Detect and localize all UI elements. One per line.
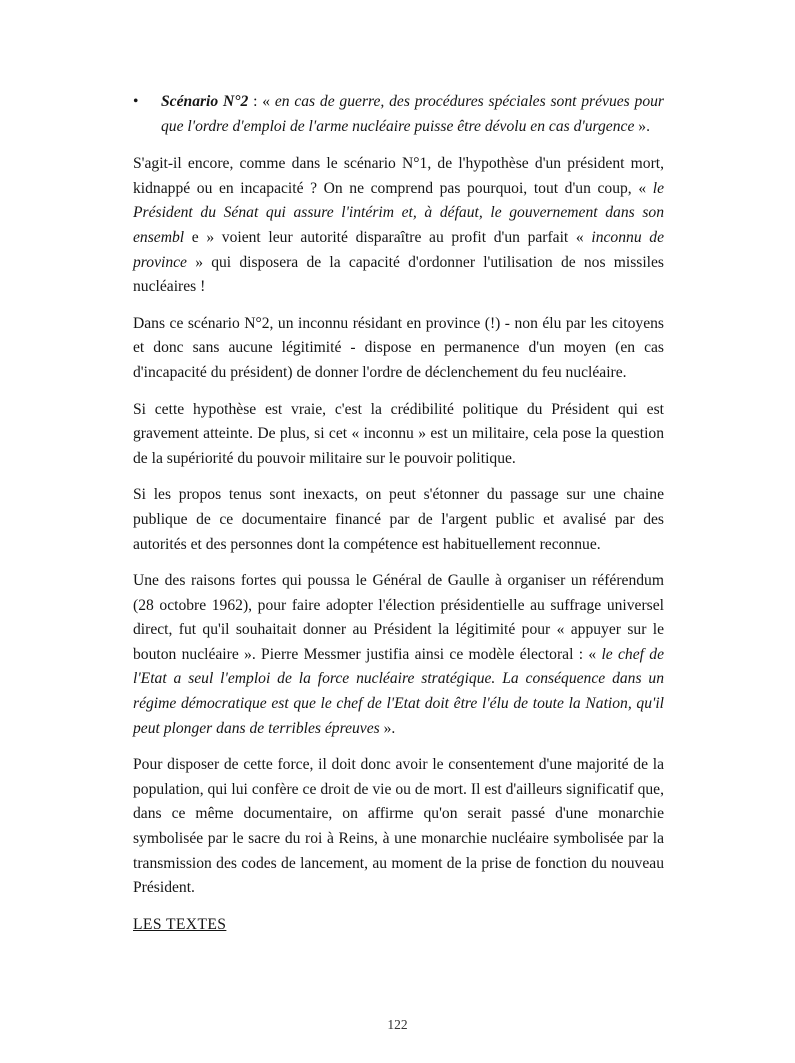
section-heading: LES TEXTES [133, 915, 227, 933]
paragraph [133, 753, 664, 901]
text-segment: ». [379, 719, 396, 737]
text-segment: Si cette hypothèse est vraie, c'est la crédibilité politique du Président qui est gravement atteinte. De plus, si cet « inconnu » est un militaire, cela pose la question de la supériorité du pouvoir militaire sur le pouvoir politique. [133, 400, 664, 467]
paragraph [133, 483, 664, 557]
text-segment: Si les propos tenus sont inexacts, on peut s'étonner du passage sur une chaine publique de ce documentaire financé par de l'argent public et avalisé par des autorités et des personnes dont la compétence est habituellement reconnue. [133, 486, 664, 553]
text-segment: le chef de l'Etat a seul l'emploi de la force nucléaire stratégique. La conséquence dans un régime démocratique est que le chef de l'Etat doit être l'élu de toute la Nation, qu'il peut plonger dans de terribles épreuves [133, 645, 664, 737]
paragraph [133, 569, 664, 741]
text-segment: le Président du Sénat qui assure l'intérim et, à défaut, le gouvernement dans son ensembl [133, 179, 664, 246]
text-segment: en cas de guerre, des procédures spéciales sont prévues pour que l'ordre d'emploi de l'arme nucléaire puisse être dévolu en cas d'urgence [161, 93, 664, 135]
text-segment: » qui disposera de la capacité d'ordonner l'utilisation de nos missiles nucléaires ! [133, 253, 664, 296]
paragraphs [133, 152, 664, 901]
text-segment: Une des raisons fortes qui poussa le Général de Gaulle à organiser un référendum (28 octobre 1962), pour faire adopter l'élection présidentielle au suffrage universel direct, fut qu'il souhaitait donner au Président la légitimité pour « appuyer sur le bouton nucléaire ». Pierre Messmer justifia ainsi ce modèle électoral : « [133, 572, 664, 663]
paragraph [133, 398, 664, 472]
text-segment: Pour disposer de cette force, il doit donc avoir le consentement d'une majorité de la population, qui lui confère ce droit de vie ou de mort. Il est d'ailleurs significatif que, dans ce même documentaire, on affirme qu'on serait passé d'une monarchie symbolisée par le sacre du roi à Reins, à une monarchie nucléaire symbolisée par la transmission des codes de lancement, au moment de la prise de fonction du nouveau Président. [133, 756, 664, 897]
paragraph [133, 152, 664, 300]
bullet-text [161, 90, 664, 139]
text-segment: S'agit-il encore, comme dans le scénario N°1, de l'hypothèse d'un président mort, kidnappé ou en incapacité ? On ne comprend pas pourquoi, tout d'un coup, « [133, 155, 664, 197]
text-segment: e » voient leur autorité disparaître au profit d'un parfait « [184, 228, 592, 246]
text-segment: Scénario N°2 [161, 93, 249, 110]
bullet-marker: • [133, 93, 139, 110]
bullet-item [133, 90, 664, 139]
text-segment: : « [248, 93, 275, 110]
page-number: 122 [387, 1017, 408, 1032]
text-segment: ». [634, 117, 650, 135]
text-segment: inconnu de province [133, 228, 664, 271]
text-segment: Dans ce scénario N°2, un inconnu résidant en province (!) - non élu par les citoyens et donc sans aucune légitimité - dispose en permanence d'un moyen (en cas d'incapacité du président) de donner l'ordre de déclenchement du feu nucléaire. [133, 314, 664, 381]
page-content [133, 90, 664, 937]
paragraph [133, 312, 664, 386]
